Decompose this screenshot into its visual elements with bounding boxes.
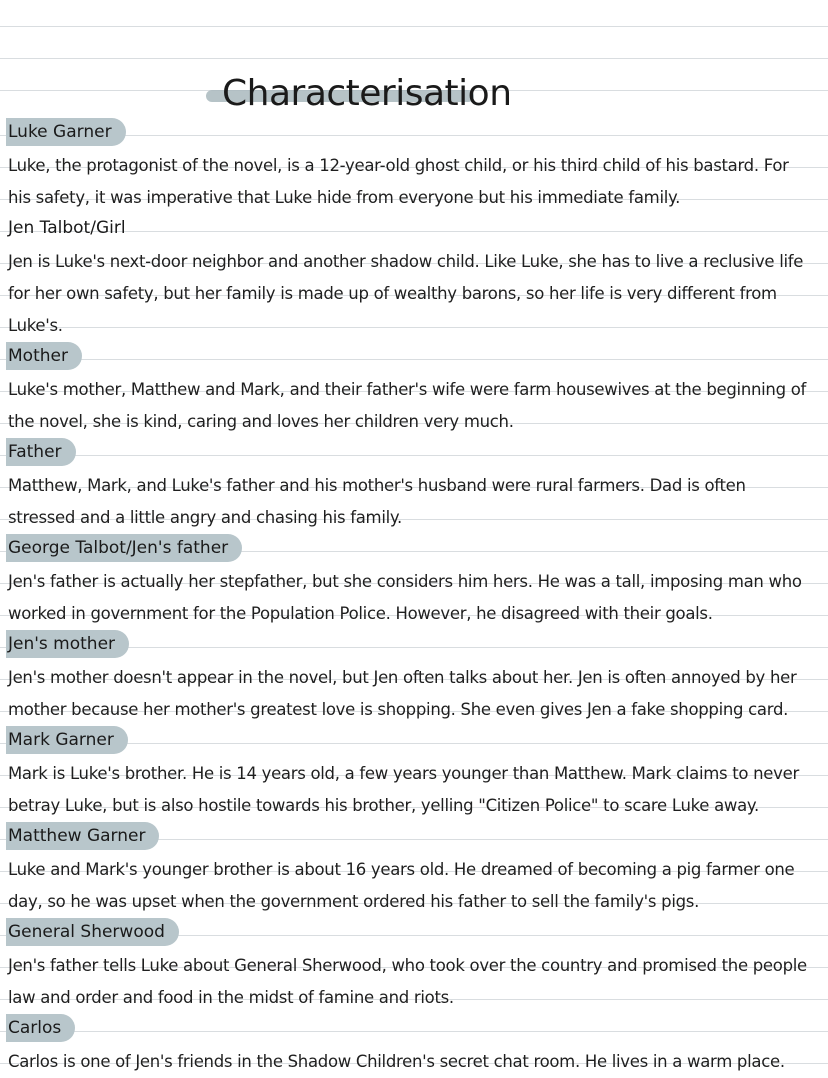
character-description: Jen's father is actually her stepfather, but she considers him hers. He was a tall, imposing man who worked in government for the Population Police. However, he disagreed with their goals. <box>8 572 802 623</box>
character-entry <box>6 630 818 726</box>
character-description: Luke and Mark's younger brother is about 16 years old. He dreamed of becoming a pig farmer one day, so he was upset when the government ordered his father to sell the family's pigs. <box>8 860 795 911</box>
title-area <box>0 70 828 120</box>
character-name: Mother <box>6 342 82 370</box>
character-description: Matthew, Mark, and Luke's father and his mother's husband were rural farmers. Dad is often stressed and a little angry and chasing his family. <box>8 476 746 527</box>
character-description: Carlos is one of Jen's friends in the Shadow Children's secret chat room. He lives in a warm place. <box>8 1052 785 1071</box>
character-description: Jen's father tells Luke about General Sherwood, who took over the country and promised the people law and order and food in the midst of famine and riots. <box>8 956 807 1007</box>
character-entry <box>6 822 818 918</box>
character-description: Jen's mother doesn't appear in the novel, but Jen often talks about her. Jen is often annoyed by her mother because her mother's greatest love is shopping. She even gives Jen a fake shopping card. <box>8 668 797 719</box>
character-description: Luke's mother, Matthew and Mark, and their father's wife were farm housewives at the beginning of the novel, she is kind, caring and loves her children very much. <box>8 380 806 431</box>
character-entry <box>6 726 818 822</box>
character-name: Luke Garner <box>6 118 126 146</box>
page-title: Characterisation <box>222 73 512 114</box>
character-description: Mark is Luke's brother. He is 14 years old, a few years younger than Matthew. Mark claims to never betray Luke, but is also hostile towards his brother, yelling "Citizen Police" to scare Luke away. <box>8 764 799 815</box>
character-name: Jen Talbot/Girl <box>8 218 126 238</box>
character-name: Jen's mother <box>6 630 129 658</box>
character-name: Mark Garner <box>6 726 128 754</box>
character-entry <box>6 918 818 1014</box>
character-description: Jen is Luke's next-door neighbor and another shadow child. Like Luke, she has to live a reclusive life for her own safety, but her family is made up of wealthy barons, so her life is very different from Luke's. <box>8 252 804 335</box>
character-entry <box>6 342 818 438</box>
character-description: Luke, the protagonist of the novel, is a 12-year-old ghost child, or his third child of his bastard. For his safety, it was imperative that Luke hide from everyone but his immediate family. <box>8 156 789 207</box>
character-name: Father <box>6 438 76 466</box>
character-entry <box>6 214 818 342</box>
character-entry <box>6 118 818 214</box>
character-entry <box>6 534 818 630</box>
character-name: General Sherwood <box>6 918 179 946</box>
character-entry <box>6 1014 818 1078</box>
character-name: Matthew Garner <box>6 822 159 850</box>
character-name: Carlos <box>6 1014 75 1042</box>
character-entry <box>6 438 818 534</box>
characters-list <box>6 118 818 1078</box>
character-name: George Talbot/Jen's father <box>6 534 242 562</box>
